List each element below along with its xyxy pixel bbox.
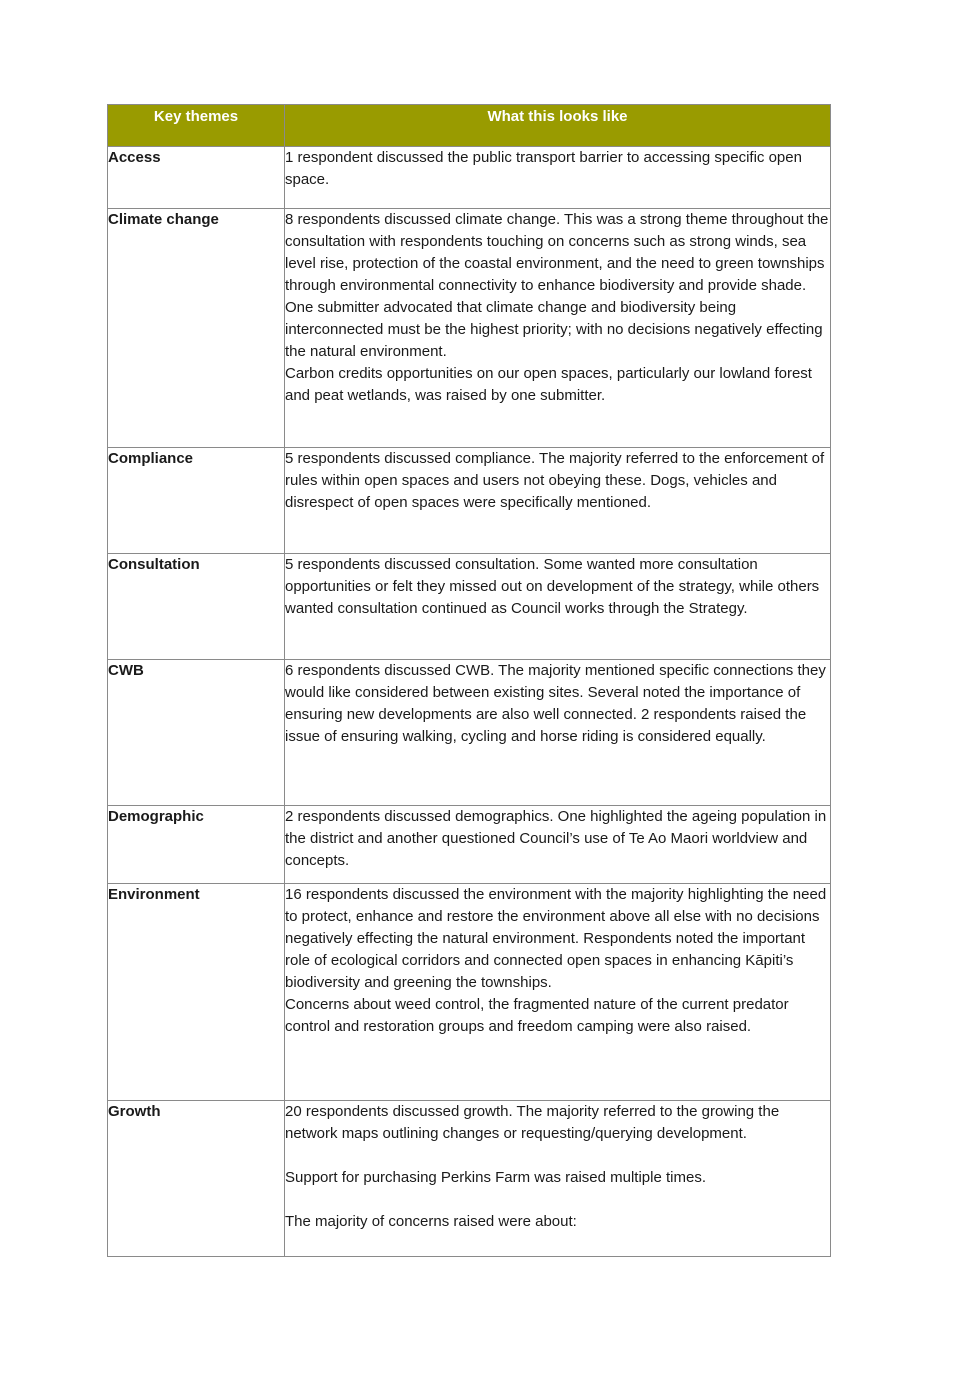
paragraph: 6 respondents discussed CWB. The majority mentioned specific connections they would like considered between existing sites. Several noted the importance of ensuring new developments are also well connected. 2 respondents raised the issue of ensuring walking, cycling and horse riding is considered equally. — [285, 662, 826, 745]
theme-growth: Growth — [108, 1101, 285, 1257]
theme-demographic: Demographic — [108, 806, 285, 884]
paragraph: Carbon credits opportunities on our open spaces, particularly our lowland forest and peat wetlands, was raised by one submitter. — [285, 365, 812, 404]
table-header-row — [108, 105, 831, 147]
theme-cwb: CWB — [108, 660, 285, 806]
paragraph: 8 respondents discussed climate change. This was a strong theme throughout the consultation with respondents touching on concerns such as strong winds, sea level rise, protection of the coastal environment, and the need to green townships through environmental connectivity to enhance biodiversity and provide shade. One submitter advocated that climate change and biodiversity being interconnected must be the highest priority; with no decisions negatively effecting the natural environment. — [285, 211, 829, 360]
paragraph: Concerns about weed control, the fragmented nature of the current predator control and restoration groups and freedom camping were also raised. — [285, 996, 789, 1035]
table-row — [108, 554, 831, 660]
paragraph: Support for purchasing Perkins Farm was raised multiple times. — [285, 1169, 706, 1186]
header-key-themes: Key themes — [108, 105, 285, 147]
description-growth — [285, 1101, 831, 1257]
table-row — [108, 806, 831, 884]
description-compliance — [285, 448, 831, 554]
key-themes-table — [107, 104, 831, 1257]
paragraph: 2 respondents discussed demographics. One highlighted the ageing population in the district and another questioned Council’s use of Te Ao Maori worldview and concepts. — [285, 808, 827, 869]
description-cwb — [285, 660, 831, 806]
theme-compliance: Compliance — [108, 448, 285, 554]
description-demographic — [285, 806, 831, 884]
header-what-this-looks-like: What this looks like — [285, 105, 831, 147]
table-row — [108, 147, 831, 209]
paragraph: 1 respondent discussed the public transport barrier to accessing specific open space. — [285, 149, 802, 188]
table-row — [108, 1101, 831, 1257]
description-access — [285, 147, 831, 209]
description-environment — [285, 884, 831, 1101]
paragraph: 5 respondents discussed compliance. The majority referred to the enforcement of rules within open spaces and users not obeying these. Dogs, vehicles and disrespect of open spaces were specifically mentioned. — [285, 450, 825, 511]
theme-access: Access — [108, 147, 285, 209]
description-consultation — [285, 554, 831, 660]
paragraph: 20 respondents discussed growth. The majority referred to the growing the network maps outlining changes or requesting/querying development. — [285, 1103, 780, 1142]
paragraph: 16 respondents discussed the environment with the majority highlighting the need to protect, enhance and restore the environment above all else with no decisions negatively effecting the natural environment. Respondents noted the important role of ecological corridors and connected open spaces in enhancing Kāpiti’s biodiversity and greening the townships. — [285, 886, 827, 991]
paragraph: The majority of concerns raised were about: — [285, 1213, 577, 1230]
table-row — [108, 884, 831, 1101]
table-row — [108, 448, 831, 554]
paragraph: 5 respondents discussed consultation. Some wanted more consultation opportunities or felt they missed out on development of the strategy, while others wanted consultation continued as Council works through the Strategy. — [285, 556, 820, 617]
theme-environment: Environment — [108, 884, 285, 1101]
description-climate-change — [285, 209, 831, 448]
table-row — [108, 660, 831, 806]
theme-consultation: Consultation — [108, 554, 285, 660]
table-row — [108, 209, 831, 448]
theme-climate-change: Climate change — [108, 209, 285, 448]
